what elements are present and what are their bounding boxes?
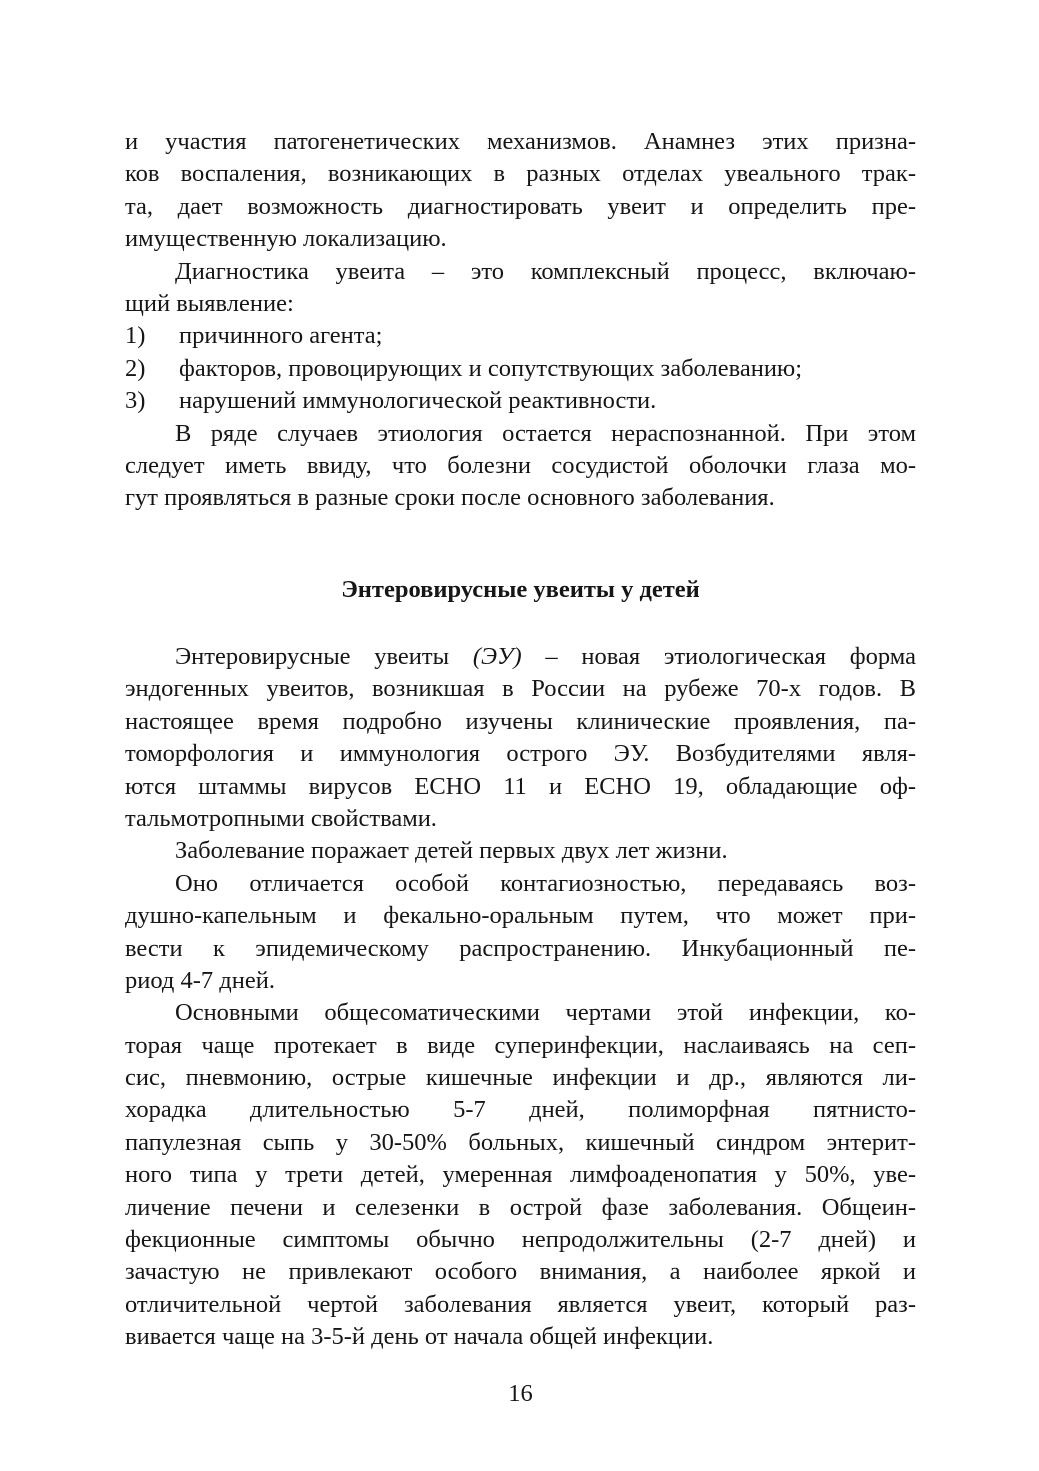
paragraph-line: вивается чаще на 3-5-й день от начала общей инфекции.: [125, 1323, 714, 1351]
paragraph-line: щий выявление:: [125, 289, 294, 317]
paragraph-line: фекционные симптомы обычно непродолжительны (2-7 дней) и: [125, 1226, 916, 1254]
paragraph-line: Заболевание поражает детей первых двух лет жизни.: [175, 837, 728, 865]
paragraph-line: риод 4-7 дней.: [125, 966, 275, 994]
text-run: Энтеровирусные увеиты: [175, 643, 473, 670]
paragraph-line: следует иметь ввиду, что болезни сосудистой оболочки глаза мо-: [125, 451, 916, 479]
paragraph-line: имущественную локализацию.: [125, 225, 447, 253]
section-heading: Энтеровирусные увеиты у детей: [341, 576, 700, 603]
paragraph-line: [125, 641, 916, 673]
list-item: [125, 353, 916, 385]
paragraph-line: настоящее время подробно изучены клинические проявления, па-: [125, 707, 916, 735]
paragraph-line: зачастую не привлекают особого внимания, а наиболее яркой и: [125, 1258, 916, 1286]
paragraph-line: торая чаще протекает в виде суперинфекции, наслаиваясь на сеп-: [125, 1031, 916, 1059]
paragraph-line: ного типа у трети детей, умеренная лимфоаденопатия у 50%, уве-: [125, 1161, 916, 1189]
paragraph-line: ются штаммы вирусов ЕСНО 11 и ЕСНО 19, обладающие оф-: [125, 772, 916, 800]
paragraph-line: В ряде случаев этиология остается нераспознанной. При этом: [175, 419, 916, 447]
paragraph-line: личение печени и селезенки в острой фазе заболевания. Общеин-: [125, 1193, 916, 1221]
paragraph-line: и участия патогенетических механизмов. Анамнез этих призна-: [125, 128, 916, 155]
abbreviation-italic: (ЭУ): [472, 643, 522, 670]
paragraph-line: та, дает возможность диагностировать увеит и определить пре-: [125, 192, 916, 220]
paragraph-line: сис, пневмонию, острые кишечные инфекции и др., являются ли-: [125, 1064, 916, 1092]
paragraph-line: душно-капельным и фекально-оральным путем, что может при-: [125, 902, 916, 930]
list-item-number: 1): [125, 322, 146, 350]
paragraph-line: гут проявляться в разные сроки после основного заболевания.: [125, 484, 775, 512]
list-item-number: 3): [125, 387, 146, 415]
paragraph-line: Диагностика увеита – это комплексный процесс, включаю-: [175, 257, 916, 285]
list-item-number: 2): [125, 354, 146, 382]
text-block-enterovirus: [125, 641, 916, 1354]
paragraph-line: томорфология и иммунология острого ЭУ. Возбудителями явля-: [125, 740, 916, 768]
paragraph-line: вести к эпидемическому распространению. Инкубационный пе-: [125, 934, 916, 962]
paragraph-line: эндогенных увеитов, возникшая в России на рубеже 70-х годов. В: [125, 675, 916, 703]
paragraph-line: Оно отличается особой контагиозностью, передаваясь воз-: [175, 869, 916, 897]
paragraph-line: папулезная сыпь у 30-50% больных, кишечный синдром энтерит-: [125, 1128, 916, 1156]
list-item-text: нарушений иммунологической реактивности.: [179, 387, 657, 415]
text-run: – новая этиологическая форма: [521, 643, 917, 670]
list-item-text: факторов, провоцирующих и сопутствующих заболеванию;: [179, 354, 803, 382]
paragraph-line: хорадка длительностью 5-7 дней, полиморфная пятнисто-: [125, 1096, 916, 1124]
paragraph-line: ков воспаления, возникающих в разных отделах увеального трак-: [125, 160, 916, 188]
paragraph-line: отличительной чертой заболевания является увеит, который раз-: [125, 1290, 916, 1318]
paragraph-line: тальмотропными свойствами.: [125, 804, 437, 832]
list-item: [125, 320, 916, 352]
paragraph-line: Основными общесоматическими чертами этой инфекции, ко-: [175, 999, 916, 1027]
list-item-text: причинного агента;: [179, 322, 383, 350]
list-item: [125, 385, 916, 417]
page-number: 16: [508, 1380, 533, 1407]
text-block-intro: [125, 126, 916, 515]
